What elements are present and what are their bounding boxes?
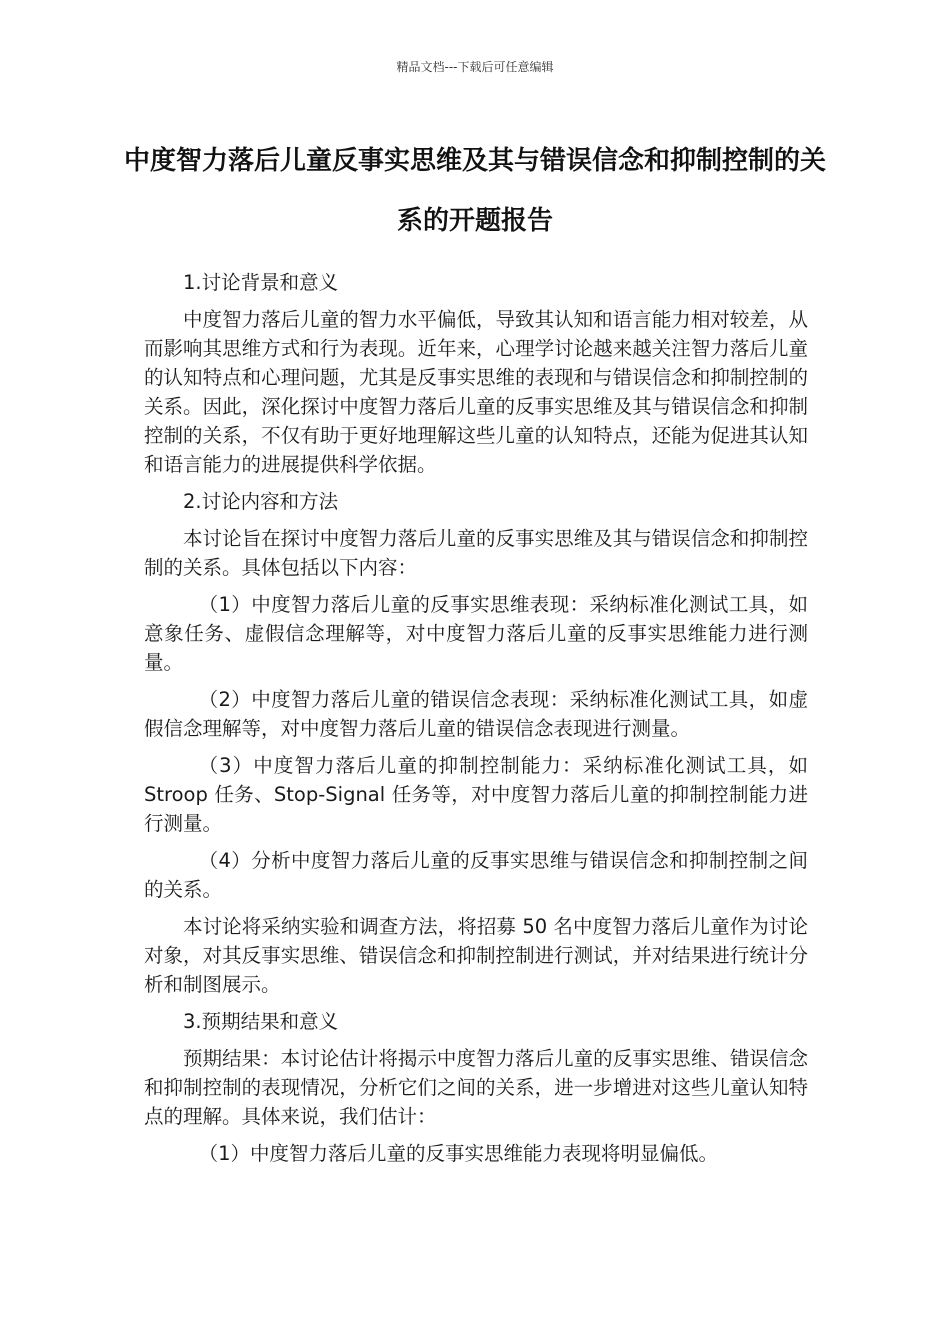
header-note: 精品文档---下载后可任意编辑 [396, 60, 554, 74]
list-item-false-belief: （2）中度智力落后儿童的错误信念表现：采纳标准化测试工具，如虚假信念理解等，对中度智力落后儿童的错误信念表现进行测量。 [144, 688, 808, 740]
paragraph-background: 中度智力落后儿童的智力水平偏低，导致其认知和语言能力相对较差，从而影响其思维方式和行为表现。近年来，心理学讨论越来越关注智力落后儿童的认知特点和心理问题，尤其是反事实思维的表现和与错误信念和抑制控制的关系。因此，深化探讨中度智力落后儿童的反事实思维及其与错误信念和抑制控制的关系，不仅有助于更好地理解这些儿童的认知特点，还能为促进其认知和语言能力的进展提供科学依据。 [144, 308, 808, 476]
list-item-inhibitory-control: （3）中度智力落后儿童的抑制控制能力：采纳标准化测试工具，如 Stroop 任务、Stop-Signal 任务等，对中度智力落后儿童的抑制控制能力进行测量。 [144, 754, 808, 835]
paragraph-methods-intro: 本讨论旨在探讨中度智力落后儿童的反事实思维及其与错误信念和抑制控制的关系。具体包括以下内容： [144, 527, 808, 579]
list-item-expected-1: （1）中度智力落后儿童的反事实思维能力表现将明显偏低。 [198, 1142, 719, 1165]
list-item-counterfactual: （1）中度智力落后儿童的反事实思维表现：采纳标准化测试工具，如意象任务、虚假信念理解等，对中度智力落后儿童的反事实思维能力进行测量。 [144, 593, 808, 674]
section-heading-background: 1.讨论背景和意义 [183, 271, 339, 294]
section-heading-methods: 2.讨论内容和方法 [183, 490, 339, 513]
document-title: 中度智力落后儿童反事实思维及其与错误信念和抑制控制的关系的开题报告 [123, 146, 826, 236]
paragraph-expected-results: 预期结果：本讨论估计将揭示中度智力落后儿童的反事实思维、错误信念和抑制控制的表现情况，分析它们之间的关系，进一步增进对这些儿童认知特点的理解。具体来说，我们估计： [144, 1047, 808, 1128]
section-heading-results: 3.预期结果和意义 [183, 1010, 339, 1033]
document-body [144, 268, 808, 1176]
paragraph-methods-design: 本讨论将采纳实验和调查方法，将招募 50 名中度智力落后儿童作为讨论对象，对其反事实思维、错误信念和抑制控制进行测试，并对结果进行统计分析和制图展示。 [144, 915, 808, 996]
list-item-relationship: （4）分析中度智力落后儿童的反事实思维与错误信念和抑制控制之间的关系。 [144, 849, 808, 901]
